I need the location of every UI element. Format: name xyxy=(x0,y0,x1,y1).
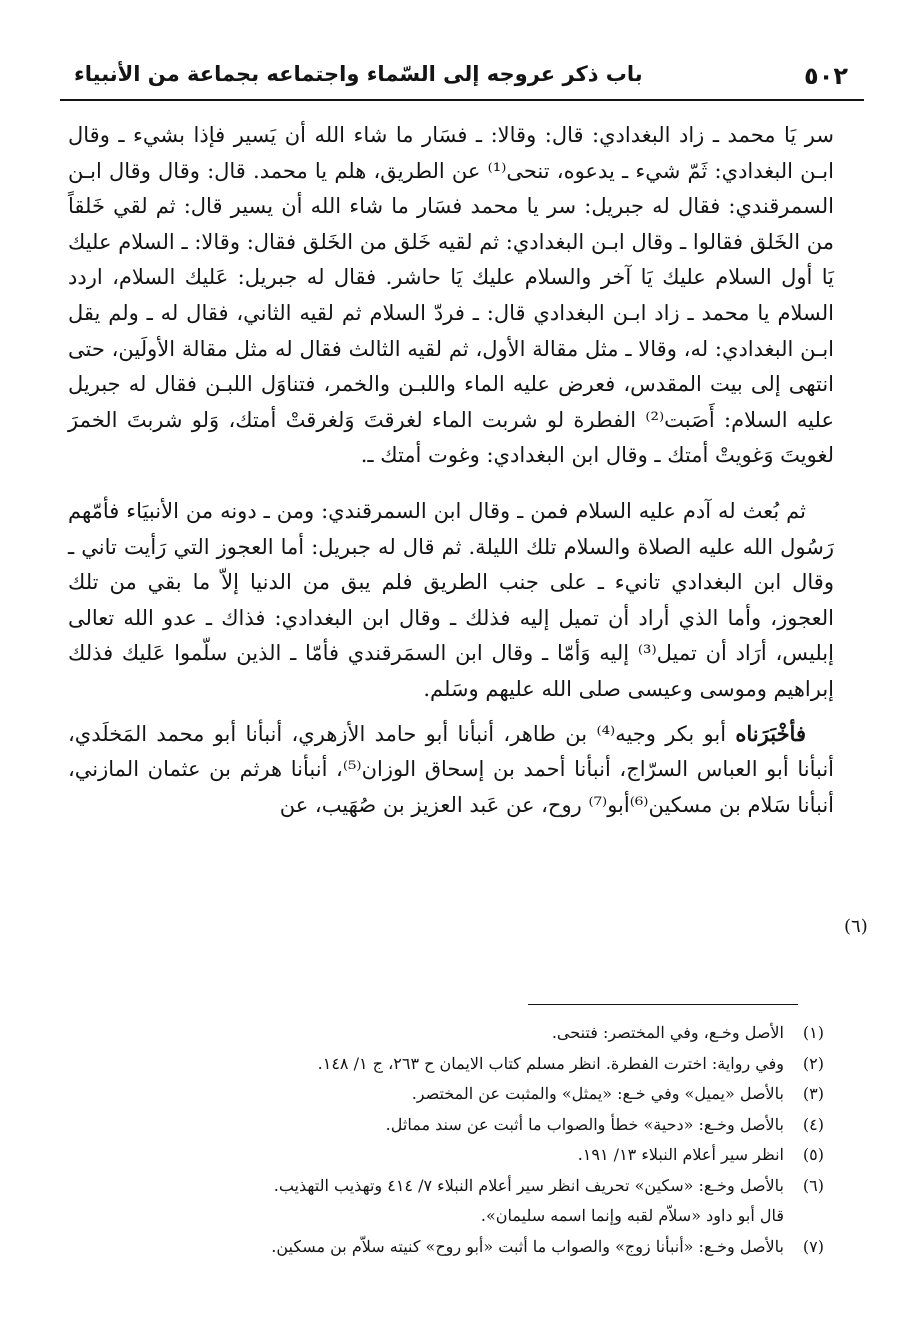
paragraph-3-text: أبو بكر وجيه⁽⁴⁾ بن طاهر، أنبأنا أبو حامد الأزهري، أنبأنا أبو محمد المَخلَدي، أنبأنا أبو العباس السرّاج، أنبأنا أحمد بن إسحاق الوزان⁽⁵⁾، أنبأنا هرثم بن عثمان المازني، أنبأنا سَلام بن مسكين⁽⁶⁾أبو⁽⁷⁾ روح، عن عَبد العزيز بن صُهَيب، عن xyxy=(68,721,834,817)
margin-note: (٦) xyxy=(844,916,868,937)
footnote-6 xyxy=(90,1171,824,1202)
footnote-number xyxy=(784,1201,824,1232)
footnote-text: بالأصل وخـع: «أنبأنا زوج» والصواب ما أثبت «أبو روح» كنيته سلاّم بن مسكين. xyxy=(271,1236,784,1256)
footnote-number: (٦) xyxy=(802,1175,824,1195)
footnote-text: بالأصل وخـع: «دحية» خطأ والصواب ما أثبت عن سند مماثل. xyxy=(385,1114,784,1134)
header-rule xyxy=(60,99,864,101)
footnote-6-continued xyxy=(90,1201,824,1232)
footnote-number: (٢) xyxy=(802,1053,824,1073)
footnote-rule xyxy=(528,1004,798,1005)
main-text xyxy=(68,118,834,823)
footnote-4 xyxy=(90,1110,824,1141)
footnote-number: (٧) xyxy=(802,1236,824,1256)
footnote-text: بالأصل وخـع: «سكين» تحريف انظر سير أعلام النبلاء ٧/ ٤١٤ وتهذيب التهذيب. xyxy=(273,1175,784,1195)
paragraph-3 xyxy=(68,716,834,824)
paragraph-3-lead: فأخْبَرَناه xyxy=(735,720,806,746)
paragraph-2: ثم بُعث له آدم عليه السلام فمن ـ وقال ابن السمرقندي: ومن ـ دونه من الأنبيَاء فأمّهم رَسُول الله عليه الصلاة والسلام تلك الليلة. ثم قال له جبريل: أما العجوز التي رَأيت تاني ـ وقال ابن البغدادي تانيء ـ على جنب الطريق فلم يبق من الدنيا إلاّ ما بقي من تلك العجوز، وأما الذي أراد أن تميل إليه فذلك ـ وقال ابن البغدادي: فذاك ـ عدو الله تعالى إبليس، أرَاد أن تميل⁽³⁾ إليه وَأمّا ـ وقال ابن السمَرقندي فأمّا ـ الذين سلّموا عَليك فذلك إبراهيم وموسى وعيسى صلى الله عليهم وسَلم. xyxy=(68,498,834,701)
paragraph-1: سر يَا محمد ـ زاد البغدادي: قال: وقالا: ـ فسَار ما شاء الله أن يَسير فإذا بشيء ـ وقال ابـن البغدادي: ثَمّ شيء ـ يدعوه، تنحى⁽¹⁾ عن الطريق، هلم يا محمد. قال: وقال وقال ابـن السمرقندي: فقال له جبريل: سر يا محمد فسَار ما شاء الله أن يسير قال: ثم لقي خَلقاً من الخَلق فقالوا ـ وقال ابـن البغدادي: ثم لقيه خَلق من الخَلق فقال: وقالا: ـ السلام عليك يَا أول السلام عليك يَا آخر والسلام عليك يَا حاشر. فقال له جبريل: عَليك السلام، اردد السلام يا محمد ـ زاد ابـن البغدادي قال: ـ فردّ السلام ثم لقيه الثاني، فقال له ـ ولم يقل ابـن البغدادي: له، وقالا ـ مثل مقالة الأول، ثم لقيه الثالث فقال له مثل مقالة الأولَين، حتى انتهى إلى بيت المقدس، فعرض عليه الماء واللبـن والخمر، فتناوَل اللبـن فقال له جبريل عليه السلام: أَصَبت⁽²⁾ الفطرة لو شربت الماء لغرقتَ وَلغرقتْ أمتك، وَلو شربتَ الخمرَ لغويتَ وَغويتْ أمتك ـ وقال ابن البغدادي: وغوت أمتك ـ. xyxy=(68,123,834,468)
footnote-text: وفي رواية: اخترت الفطرة. انظر مسلم كتاب الايمان ح ٢٦٣، ج ١/ ١٤٨. xyxy=(317,1053,784,1073)
footnote-3 xyxy=(90,1079,824,1110)
footnote-7 xyxy=(90,1232,824,1263)
footnote-number: (٣) xyxy=(802,1084,824,1103)
running-title: باب ذكر عروجه إلى السّماء واجتماعه بجماعة من الأنبياء xyxy=(74,62,643,86)
footnote-2 xyxy=(90,1049,824,1080)
footnote-text: الأصل وخـع، وفي المختصر: فتنحى. xyxy=(551,1023,784,1042)
footnotes xyxy=(90,1018,824,1262)
footnote-number: (٥) xyxy=(802,1145,824,1164)
page-header xyxy=(60,58,864,98)
footnote-text: انظر سير أعلام النبلاء ١٣/ ١٩١. xyxy=(577,1145,784,1164)
footnote-text: قال أبو داود «سلاّم لقبه وإنما اسمه سليمان». xyxy=(480,1206,784,1225)
footnote-number: (١) xyxy=(802,1023,824,1042)
footnote-5 xyxy=(90,1140,824,1171)
page-number: ٥٠٢ xyxy=(804,62,848,90)
footnote-text: بالأصل «يميل» وفي خـع: «يمثل» والمثبت عن المختصر. xyxy=(411,1084,784,1103)
footnote-1 xyxy=(90,1018,824,1049)
footnote-number: (٤) xyxy=(802,1114,824,1134)
